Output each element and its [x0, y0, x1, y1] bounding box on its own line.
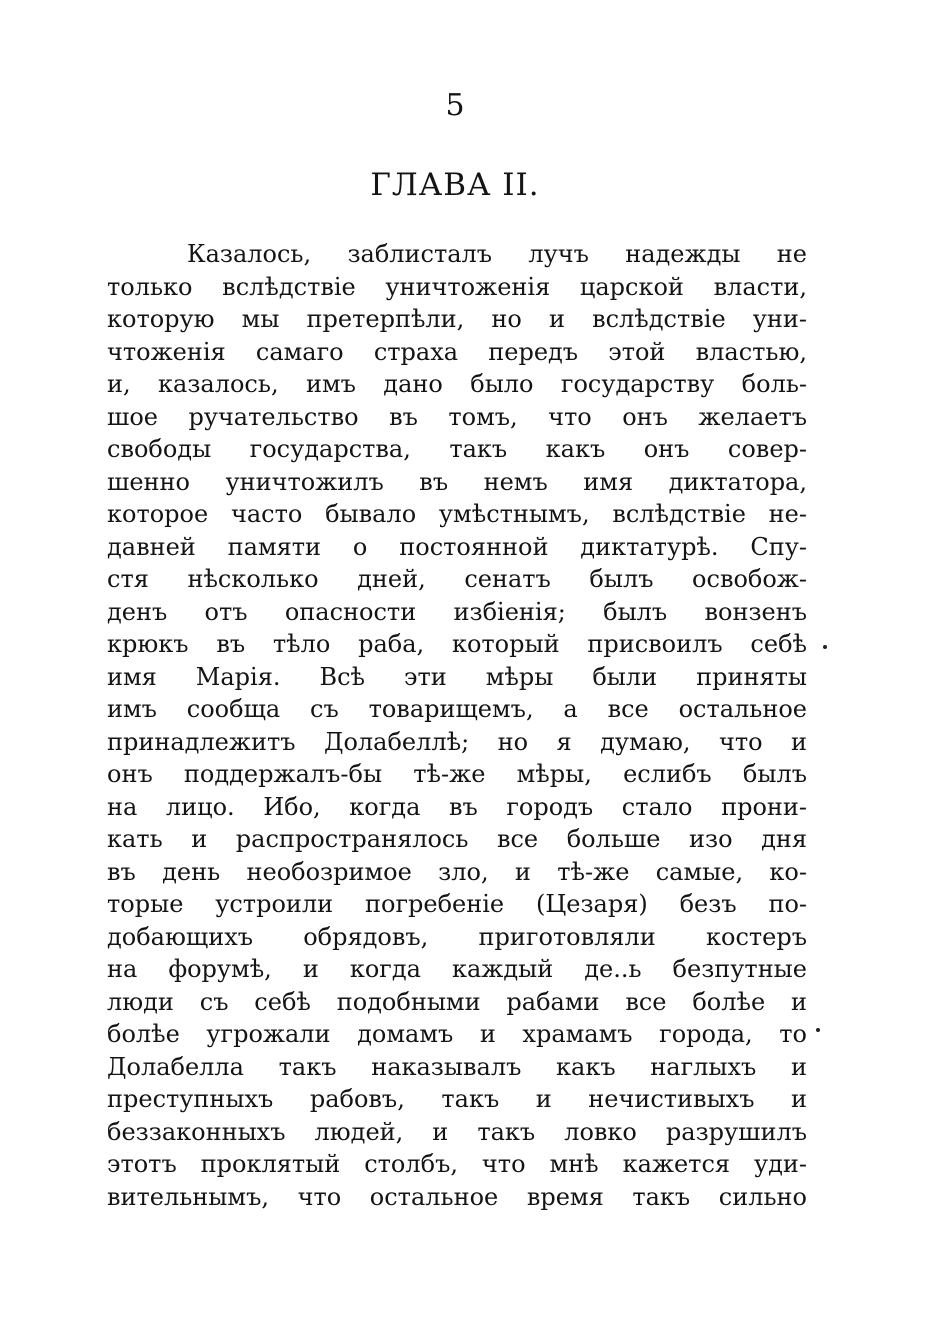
text-line: стя нѣсколько дней, сенатъ былъ освобож-: [107, 565, 807, 593]
text-line: кать и распространялось все больше изо дня: [107, 825, 807, 853]
text-line: добающихъ обрядовъ, приготовляли костеръ: [107, 922, 807, 951]
text-line: чтоженія самаго страха передъ этой властью,: [107, 337, 807, 366]
text-line: имя Марія. Всѣ эти мѣры были приняты: [107, 662, 807, 691]
text-line: торые устроили погребеніе (Цезаря) безъ по-: [107, 890, 807, 918]
body-text: [107, 238, 807, 1213]
text-line: денъ отъ опасности избіенія; былъ вонзенъ: [107, 597, 807, 626]
text-line: вительнымъ, что остальное время такъ сильно: [107, 1182, 807, 1211]
text-line: только вслѣдствіе уничтоженія царской власти,: [107, 272, 807, 301]
text-line: которую мы претерпѣли, но и вслѣдствіе уни-: [107, 305, 807, 333]
margin-dot: [823, 645, 827, 649]
text-line: давней памяти о постоянной диктатурѣ. Спу-: [107, 532, 807, 561]
text-line: Казалось, заблисталъ лучъ надежды не: [187, 240, 807, 268]
text-line: крюкъ въ тѣло раба, который присвоилъ себѣ: [107, 630, 807, 658]
text-line: болѣе угрожали домамъ и храмамъ города, то: [107, 1020, 807, 1048]
text-line: имъ сообща съ товарищемъ, а все остальное: [107, 695, 807, 723]
text-line: которое часто бывало умѣстнымъ, вслѣдствіе не-: [107, 500, 807, 528]
text-line: шое ручательство въ томъ, что онъ желаетъ: [107, 402, 807, 431]
text-line: на лицо. Ибо, когда въ городъ стало прони-: [107, 792, 807, 821]
text-line: беззаконныхъ людей, и такъ ловко разрушилъ: [107, 1117, 807, 1146]
text-line: и, казалось, имъ дано было государству боль-: [107, 370, 807, 398]
text-line: этотъ проклятый столбъ, что мнѣ кажется уди-: [107, 1150, 807, 1178]
text-line: на форумѣ, и когда каждый де..ь безпутные: [107, 955, 807, 983]
text-line: шенно уничтожилъ въ немъ имя диктатора,: [107, 467, 807, 496]
text-line: свободы государства, такъ какъ онъ совер-: [107, 435, 807, 463]
text-line: принадлежитъ Долабеллѣ; но я думаю, что и: [107, 727, 807, 756]
text-line: въ день необозримое зло, и тѣ-же самые, ко-: [107, 857, 807, 886]
text-line: онъ поддержалъ-бы тѣ-же мѣры, еслибъ былъ: [107, 760, 807, 788]
margin-dot: [816, 1028, 820, 1032]
text-line: люди съ себѣ подобными рабами все болѣе и: [107, 987, 807, 1016]
text-line: Долабелла такъ наказывалъ какъ наглыхъ и: [107, 1052, 807, 1081]
page-number: 5: [445, 88, 465, 123]
chapter-title: ГЛАВА II.: [370, 167, 540, 203]
text-line: преступныхъ рабовъ, такъ и нечистивыхъ и: [107, 1085, 807, 1113]
